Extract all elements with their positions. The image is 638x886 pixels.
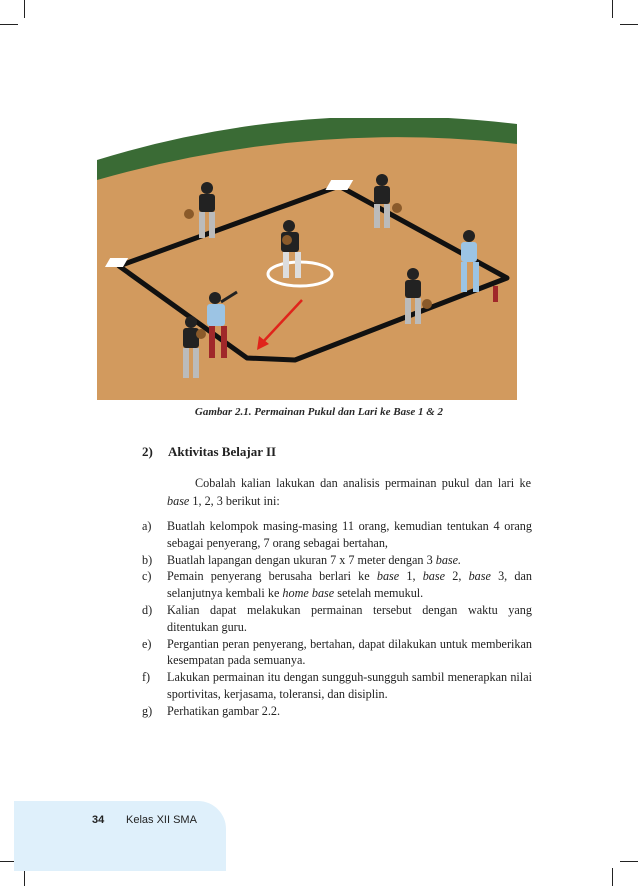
crop-mark (24, 0, 25, 18)
list-marker: a) (142, 519, 152, 533)
text-run: 2, (445, 569, 469, 584)
crop-mark (612, 0, 613, 18)
text-run: base (167, 494, 190, 508)
figure-caption: Gambar 2.1. Permainan Pukul dan Lari ke Base 1 & 2 (194, 406, 444, 418)
crop-mark (0, 24, 18, 25)
crop-mark (612, 868, 613, 886)
list-item (142, 602, 532, 636)
text-run: base (468, 569, 491, 584)
intro-paragraph (167, 474, 531, 510)
text-run: Kalian dapat melakukan permainan tersebut dengan waktu yang ditentukan guru. (167, 602, 532, 634)
text-run: 1, (399, 569, 423, 584)
text-run: Pemain penyerang berusaha berlari ke (167, 569, 377, 584)
footer-band (14, 801, 226, 871)
list-marker: b) (142, 552, 153, 567)
list-marker: g) (142, 703, 153, 718)
text-run: Cobalah kalian lakukan dan analisis permainan pukul dan lari ke (195, 476, 531, 490)
text-run: 1, 2, 3 berikut ini: (189, 494, 280, 508)
list-marker: d) (142, 602, 153, 617)
list-marker: c) (142, 569, 152, 584)
text-run: setelah memukul. (334, 586, 424, 601)
baseball-field-illustration (97, 118, 517, 400)
text-run: 3, dan selanjutnya kembali ke (167, 569, 533, 601)
crop-mark (620, 24, 638, 25)
page-number: 34 (92, 814, 105, 826)
section-title: Aktivitas Belajar II (168, 444, 277, 459)
list-item (142, 703, 532, 720)
list-item (142, 636, 532, 670)
list-item (142, 669, 532, 703)
list-item (142, 568, 532, 602)
footer-text: Kelas XII SMA (126, 814, 197, 826)
text-run: Pergantian peran penyerang, bertahan, dapat dilakukan untuk memberikan kesempatan pada semuanya. (167, 636, 532, 668)
text-run: base (376, 569, 400, 584)
section-heading (142, 444, 276, 460)
text-run: Buatlah lapangan dengan ukuran 7 x 7 meter dengan 3 (167, 552, 436, 567)
text-run: Buatlah kelompok masing-masing 11 orang, kemudian tentukan 4 orang sebagai penyerang, 7 orang sebagai bertahan, (167, 519, 532, 550)
text-run: Lakukan permainan itu dengan sungguh-sungguh sambil menerapkan nilai sportivitas, kerjasama, toleransi, dan disiplin. (167, 670, 532, 701)
list-item (142, 552, 532, 569)
text-run: Perhatikan gambar 2.2. (167, 703, 281, 718)
list-marker: f) (142, 670, 151, 685)
list-marker: e) (142, 636, 152, 651)
dirt-area (97, 137, 517, 400)
activity-list (142, 518, 532, 720)
text-run: base. (435, 552, 462, 567)
text-run: home base (282, 586, 335, 601)
text-run: base (422, 569, 446, 584)
section-number: 2) (142, 444, 153, 459)
crop-mark (620, 861, 638, 862)
list-item (142, 518, 532, 552)
